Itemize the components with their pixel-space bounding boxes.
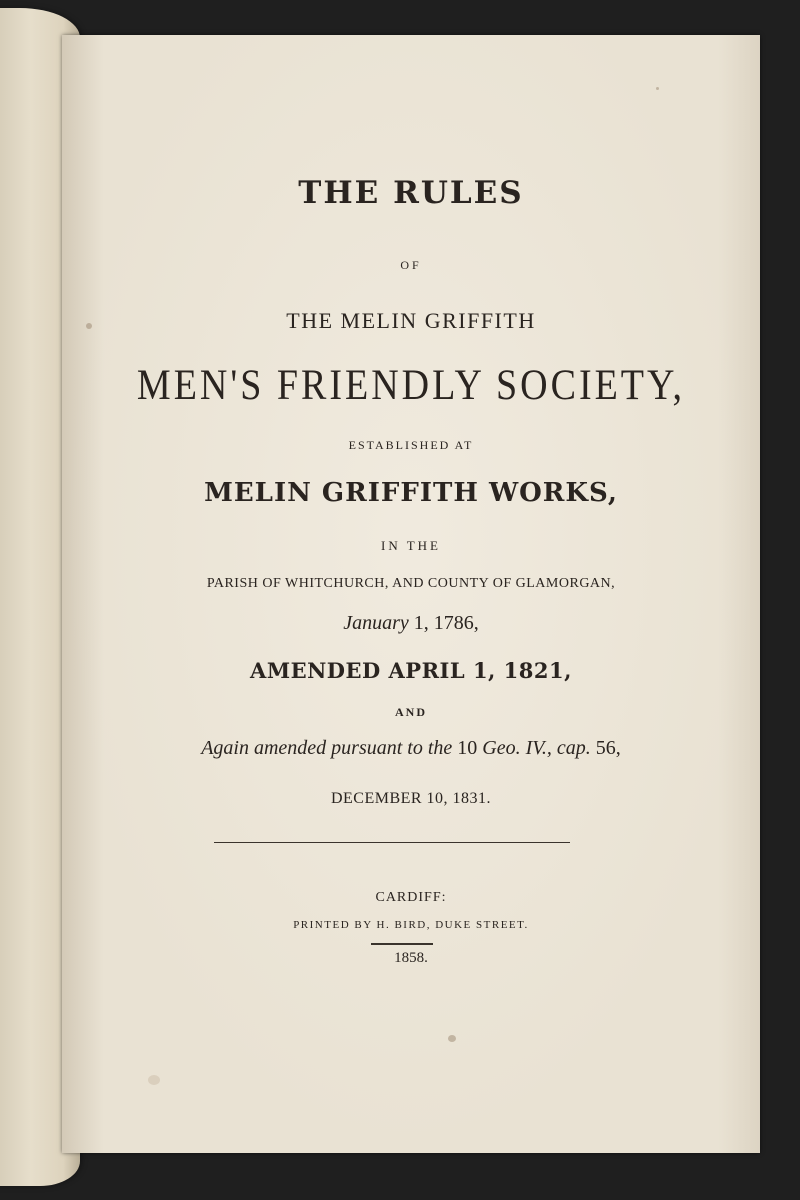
of-line: OF: [400, 258, 422, 272]
society-prefix: THE MELIN GRIFFITH: [286, 308, 536, 333]
again-amended-line: [62, 737, 760, 760]
imprint-year: 1858.: [394, 950, 428, 966]
paper-speck: [448, 1035, 456, 1042]
horizontal-rule: [214, 842, 570, 843]
page-title: THE RULES: [298, 175, 524, 211]
december-date: DECEMBER 10, 1831.: [330, 790, 492, 807]
imprint-printer: PRINTED BY H. BIRD, DUKE STREET.: [293, 919, 529, 931]
founding-date: [62, 612, 760, 635]
in-the-line: IN THE: [380, 538, 441, 553]
works-name: MELIN GRIFFITH WORKS,: [204, 478, 618, 508]
again-amended-statute: Geo. IV., cap.: [482, 737, 591, 759]
paper-speck: [656, 87, 659, 90]
society-name: MEN'S FRIENDLY SOCIETY,: [136, 360, 686, 410]
again-amended-number: 10: [457, 737, 478, 759]
again-amended-text: Again amended pursuant to the: [201, 737, 453, 759]
established-at-line: ESTABLISHED AT: [348, 438, 474, 452]
amended-line: AMENDED APRIL 1, 1821,: [250, 658, 572, 683]
parish-line: PARISH OF WHITCHURCH, AND COUNTY OF GLAMORGAN,: [206, 576, 616, 591]
again-amended-cap: 56,: [595, 737, 621, 759]
and-line: AND: [395, 705, 427, 719]
founding-date-rest: 1, 1786,: [413, 612, 479, 634]
title-page: [62, 35, 760, 1153]
founding-date-month: January: [343, 612, 409, 634]
imprint-city: CARDIFF:: [375, 890, 447, 905]
paper-speck: [148, 1075, 160, 1085]
short-rule: [371, 943, 433, 945]
